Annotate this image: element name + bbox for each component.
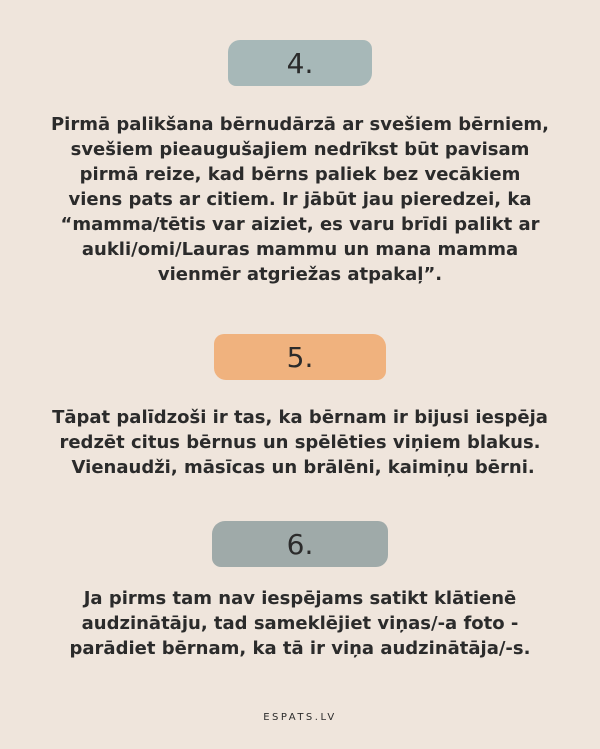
step-4-line: svešiem pieaugušajiem nedrīkst būt pavisam: [70, 139, 530, 160]
step-6-badge: [212, 521, 388, 567]
step-4-line: viens pats ar citiem. Ir jābūt jau pieredzei, ka: [68, 189, 532, 210]
step-4-line: aukli/omi/Lauras mammu un mana mamma: [81, 239, 519, 260]
step-5-number: 5.: [286, 340, 314, 374]
site-footer: ESPATS.LV: [263, 712, 337, 723]
step-5-badge: [214, 334, 386, 380]
step-4-number: 4.: [286, 46, 314, 80]
step-4-line: vienmēr atgriežas atpakaļ”.: [157, 264, 443, 285]
step-4-text: [0, 112, 600, 287]
step-5-line: redzēt citus bērnus un spēlēties viņiem blakus.: [59, 432, 541, 453]
step-6-text: [0, 586, 600, 661]
step-6-line: audzinātāju, tad sameklējiet viņas/-a foto -: [81, 613, 519, 634]
step-5-line: Tāpat palīdzoši ir tas, ka bērnam ir bijusi iespēja: [52, 407, 548, 428]
step-5-line: Vienaudži, māsīcas un brālēni, kaimiņu bērni.: [65, 457, 535, 478]
step-4-line: Pirmā palikšana bērnudārzā ar svešiem bērniem,: [50, 114, 550, 135]
step-6-line: Ja pirms tam nav iespējams satikt klātienē: [83, 588, 517, 609]
step-6-number: 6.: [286, 527, 314, 561]
step-4-badge: [228, 40, 372, 86]
step-6-line: parādiet bērnam, ka tā ir viņa audzinātāja/-s.: [69, 638, 531, 659]
step-4-line: pirmā reize, kad bērns paliek bez vecākiem: [79, 164, 521, 185]
step-5-text: [0, 405, 600, 480]
step-4-line: “mamma/tētis var aiziet, es varu brīdi palikt ar: [60, 214, 540, 235]
